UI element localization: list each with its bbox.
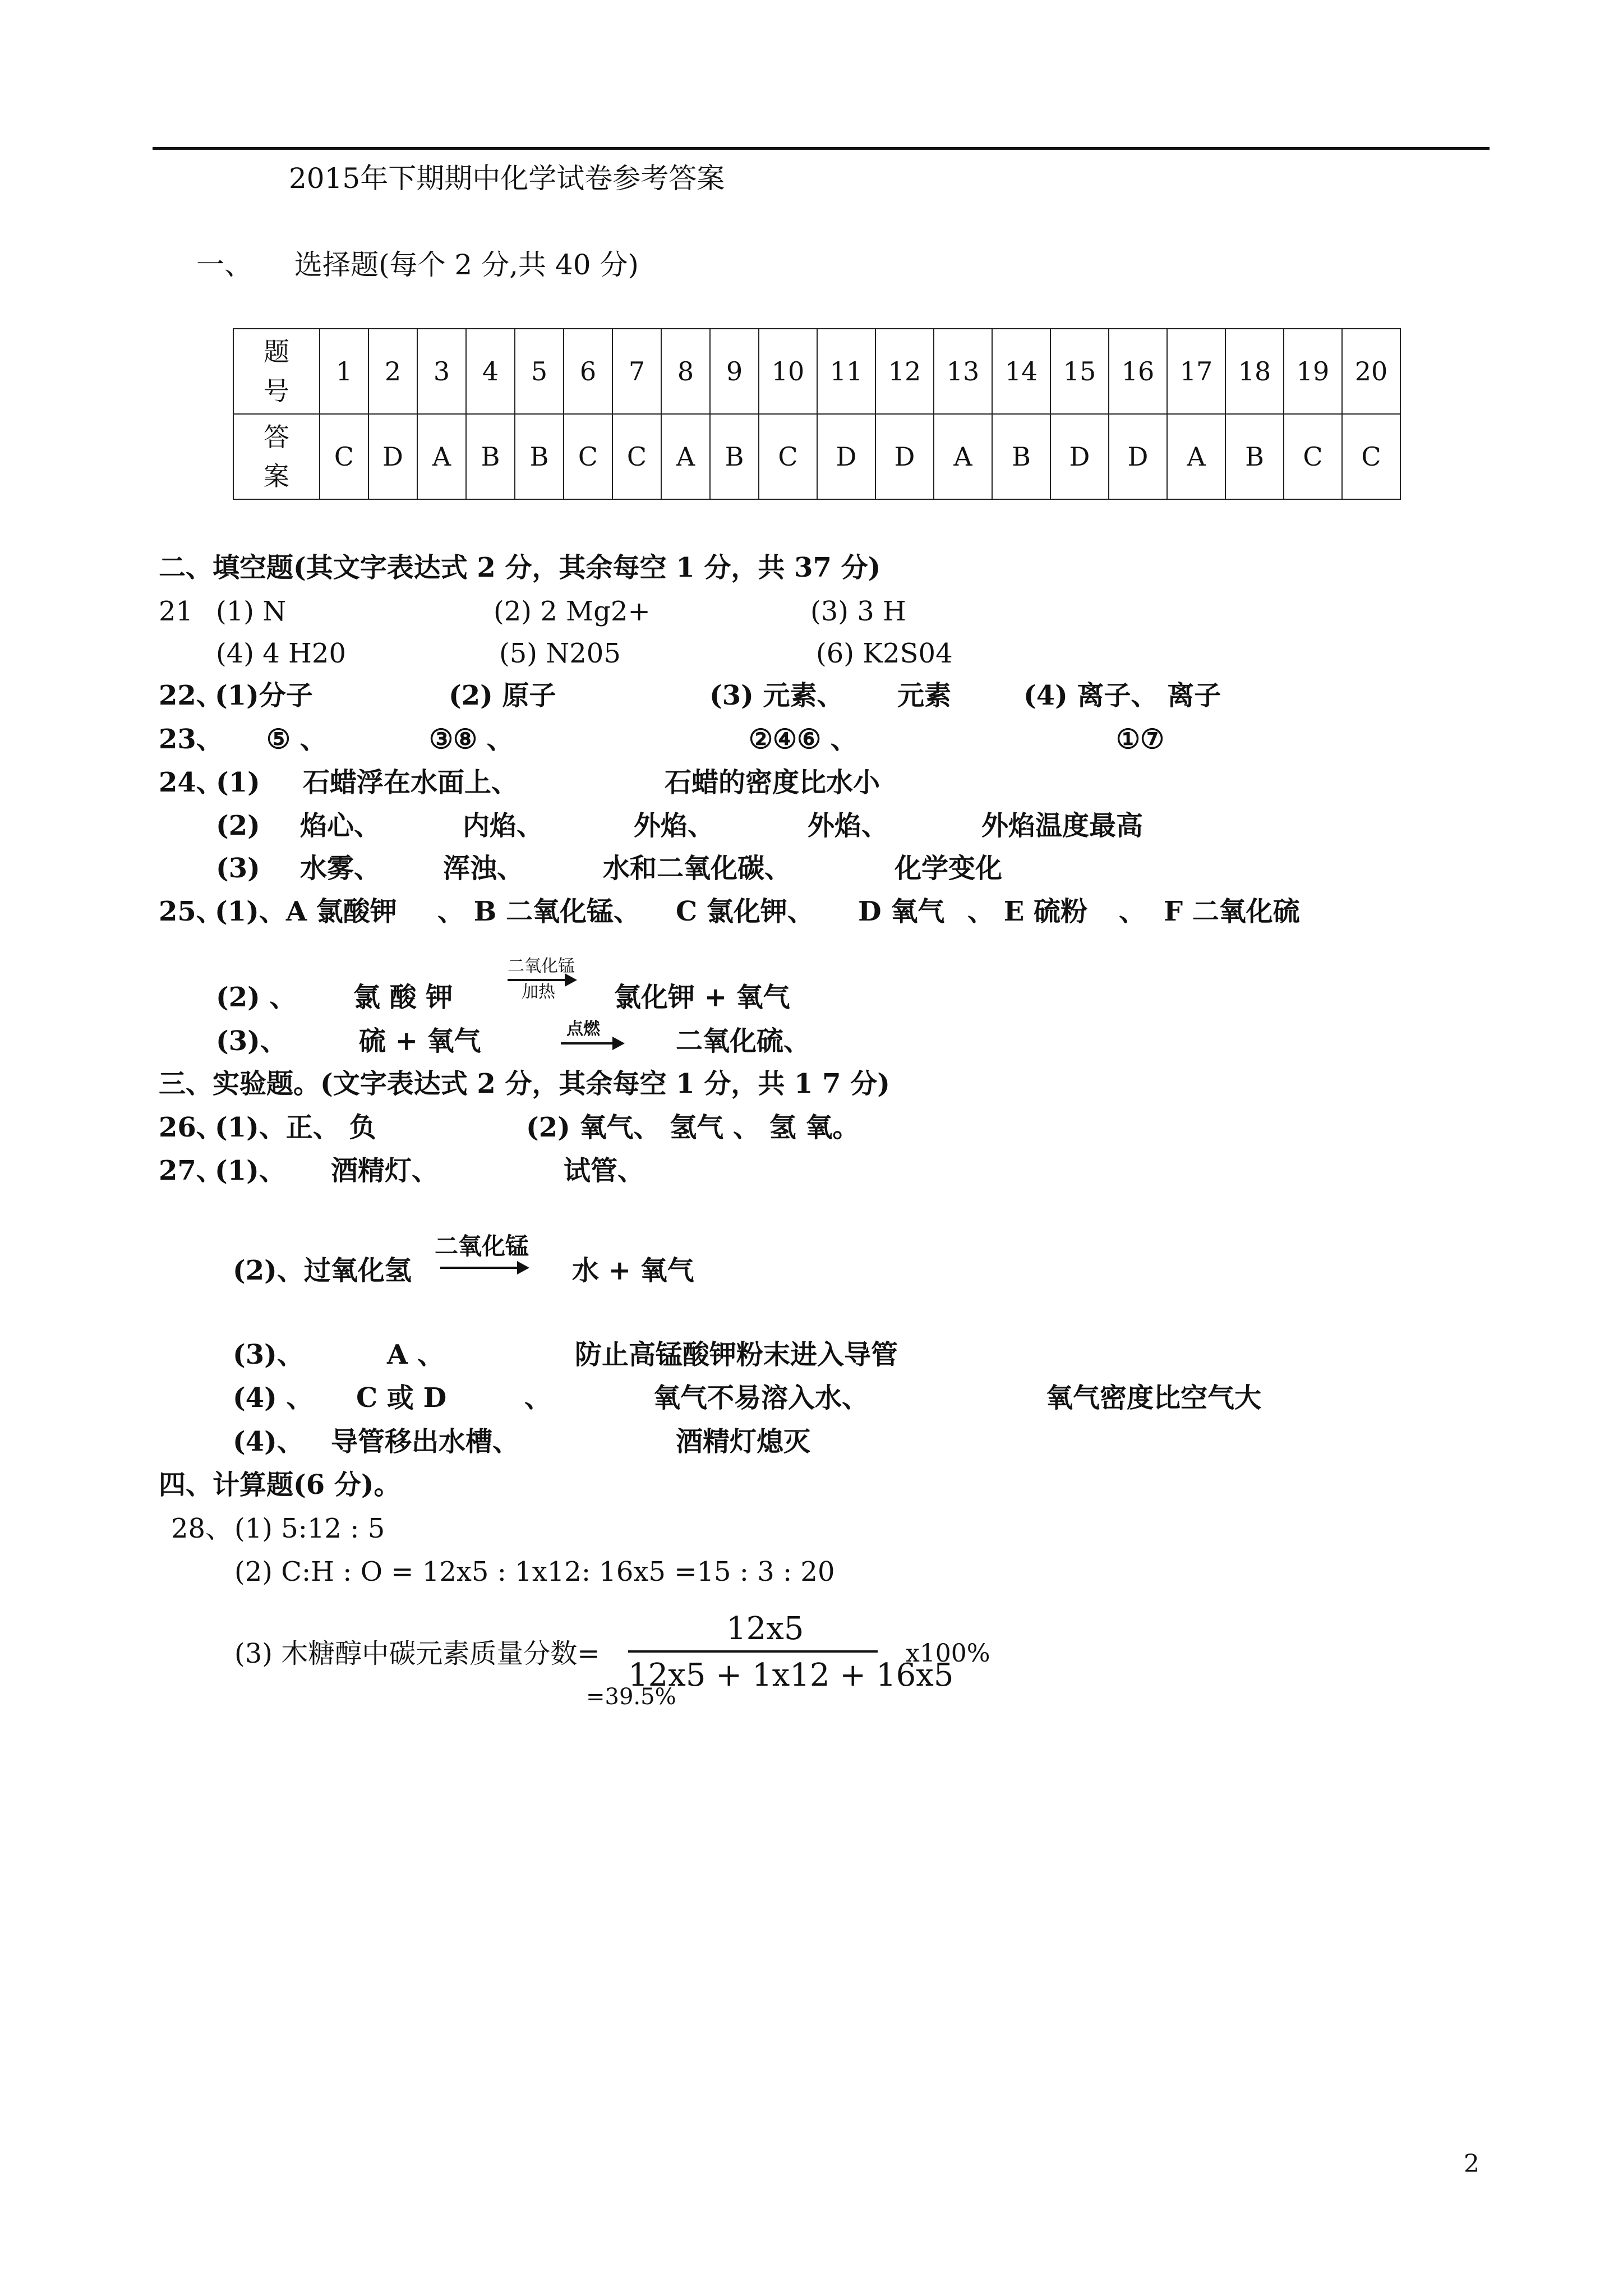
table-cell: 10 bbox=[759, 329, 817, 414]
table-cell: 7 bbox=[612, 329, 661, 414]
q27-answer-4d: 氧气密度比空气大 bbox=[1046, 1382, 1262, 1414]
q24-answer-2a: 焰心、 bbox=[300, 810, 381, 841]
q28-multiplier: x100% bbox=[906, 1639, 990, 1668]
q25-label-2: (2) 、 bbox=[216, 982, 297, 1013]
table-row-answers bbox=[233, 414, 1400, 499]
q25-answer-d: D 氧气 bbox=[858, 896, 945, 927]
q27-answer-4c: 氧气不易溶入水、 bbox=[653, 1382, 869, 1414]
q27-label-3: (3)、 bbox=[233, 1339, 304, 1370]
q24-answer-3d: 化学变化 bbox=[895, 853, 1003, 884]
table-cell: B bbox=[515, 414, 564, 499]
q24-answer-2d: 外焰、 bbox=[808, 810, 889, 841]
fraction-denominator: 12x5 + 1x12 + 16x5 bbox=[628, 1657, 954, 1694]
q25-answer-a: (1)、A 氯酸钾 bbox=[215, 896, 397, 927]
q22-number: 22、 bbox=[159, 680, 223, 711]
table-cell: 14 bbox=[992, 329, 1050, 414]
table-cell: A bbox=[417, 414, 466, 499]
q25-eq2-reactant: 氯 酸 钾 bbox=[353, 982, 453, 1013]
section3-heading: 三、实验题。(文字表达式 2 分，其余每空 1 分，共 1 7 分) bbox=[159, 1068, 890, 1099]
q24-answer-2b: 内焰、 bbox=[463, 810, 544, 841]
table-cell: A bbox=[934, 414, 992, 499]
table-cell: 19 bbox=[1284, 329, 1342, 414]
q24-answer-2c: 外焰、 bbox=[634, 810, 715, 841]
q27-answer-5a: 导管移出水槽、 bbox=[331, 1426, 520, 1457]
q21-answer-1: (1) N bbox=[216, 596, 287, 627]
q21-answer-2: (2) 2 Mg2+ bbox=[494, 596, 651, 627]
reaction-arrow bbox=[440, 1267, 527, 1269]
q27-answer-3b: 防止高锰酸钾粉末进入导管 bbox=[575, 1339, 898, 1370]
table-cell: C bbox=[1284, 414, 1342, 499]
q24-label-2: (2) bbox=[216, 810, 260, 841]
q26-answer-1: (1)、正、 负 bbox=[215, 1112, 376, 1143]
q28-label-3: (3) 木糖醇中碳元素质量分数= bbox=[234, 1638, 600, 1669]
q21-number: 21 bbox=[159, 596, 193, 627]
table-cell: D bbox=[817, 414, 875, 499]
q25-answer-c: C 氯化钾、 bbox=[676, 896, 814, 927]
q27-label-4: (4) 、 bbox=[233, 1382, 313, 1414]
q24-answer-1b: 石蜡的密度比水小 bbox=[665, 767, 880, 798]
page-number: 2 bbox=[1464, 2150, 1479, 2178]
q25-eq2-condition-top: 二氧化锰 bbox=[508, 956, 575, 976]
q21-answer-4: (4) 4 H20 bbox=[216, 638, 346, 669]
table-cell: C bbox=[564, 414, 612, 499]
q28-number: 28、 bbox=[171, 1513, 233, 1544]
q24-number: 24、 bbox=[159, 767, 223, 798]
q23-number: 23、 bbox=[159, 724, 223, 755]
reaction-arrow bbox=[508, 979, 575, 981]
table-cell: C bbox=[1342, 414, 1400, 499]
q27-eq-condition: 二氧化锰 bbox=[435, 1232, 529, 1260]
q24-label-3: (3) bbox=[216, 853, 260, 884]
section1-heading: 选择题(每个 2 分,共 40 分) bbox=[294, 249, 639, 281]
q25-answer-e: 、 E 硫粉 bbox=[967, 896, 1088, 927]
q25-answer-f: F 二氧化硫 bbox=[1164, 896, 1300, 927]
table-cell: D bbox=[1109, 414, 1167, 499]
table-cell: 4 bbox=[466, 329, 515, 414]
q23-answer-3: ②④⑥ 、 bbox=[749, 724, 857, 755]
table-cell: 12 bbox=[875, 329, 934, 414]
q22-answer-2: (2) 原子 bbox=[449, 680, 556, 711]
q25-separator: 、 bbox=[1119, 896, 1146, 927]
q27-answer-3a: A 、 bbox=[387, 1339, 444, 1370]
table-cell: 5 bbox=[515, 329, 564, 414]
q21-answer-5: (5) N205 bbox=[499, 638, 621, 669]
q24-answer-2e: 外焰温度最高 bbox=[981, 810, 1144, 841]
q27-answer-1a: 酒精灯、 bbox=[331, 1155, 439, 1186]
q27-label-2: (2)、过氧化氢 bbox=[233, 1255, 412, 1286]
q27-eq-product: 水 + 氧气 bbox=[572, 1255, 694, 1286]
table-cell: B bbox=[710, 414, 759, 499]
table-cell: 11 bbox=[817, 329, 875, 414]
section4-heading: 四、计算题(6 分)。 bbox=[159, 1469, 401, 1501]
q27-answer-4b: 、 bbox=[524, 1382, 552, 1414]
q28-result: =39.5% bbox=[586, 1684, 676, 1710]
table-cell: A bbox=[1167, 414, 1225, 499]
table-cell: B bbox=[1225, 414, 1284, 499]
row-label-answer: 答 案 bbox=[233, 414, 320, 499]
top-rule bbox=[153, 147, 1490, 150]
fraction-bar bbox=[628, 1650, 878, 1653]
table-cell: B bbox=[466, 414, 515, 499]
q22-answer-3: (3) 元素、 bbox=[709, 680, 844, 711]
q27-answer-5b: 酒精灯熄灭 bbox=[676, 1426, 811, 1457]
q24-label-1: (1) bbox=[216, 767, 260, 798]
q25-eq2-condition-bottom: 加热 bbox=[522, 982, 555, 1002]
table-cell: 1 bbox=[320, 329, 368, 414]
section2-heading: 二、填空题(其文字表达式 2 分，其余每空 1 分，共 37 分) bbox=[159, 552, 881, 583]
q21-answer-6: (6) K2S04 bbox=[816, 638, 953, 669]
q27-answer-4a: C 或 D bbox=[356, 1382, 447, 1414]
q25-eq3-condition: 点燃 bbox=[566, 1019, 600, 1039]
q26-answer-2: (2) 氧气、 氢气 、 氢 氧。 bbox=[526, 1112, 860, 1143]
q24-answer-3b: 浑浊、 bbox=[443, 853, 524, 884]
fraction-numerator: 12x5 bbox=[726, 1611, 804, 1647]
q27-number: 27、 bbox=[159, 1155, 223, 1186]
q21-answer-3: (3) 3 H bbox=[810, 596, 906, 627]
table-cell: 18 bbox=[1225, 329, 1284, 414]
section1-number: 一、 bbox=[196, 249, 252, 281]
table-cell: D bbox=[1050, 414, 1109, 499]
q22-answer-1: (1)分子 bbox=[215, 680, 313, 711]
table-cell: 20 bbox=[1342, 329, 1400, 414]
table-cell: D bbox=[875, 414, 934, 499]
table-cell: 2 bbox=[368, 329, 417, 414]
table-cell: 15 bbox=[1050, 329, 1109, 414]
table-cell: B bbox=[992, 414, 1050, 499]
q25-eq3-reactant: 硫 + 氧气 bbox=[359, 1025, 481, 1057]
q25-number: 25、 bbox=[159, 896, 223, 927]
table-cell: 13 bbox=[934, 329, 992, 414]
q25-label-3: (3)、 bbox=[216, 1025, 287, 1057]
q24-answer-3c: 水和二氧化碳、 bbox=[603, 853, 792, 884]
page-title: 2015年下期期中化学试卷参考答案 bbox=[289, 162, 725, 195]
table-cell: 3 bbox=[417, 329, 466, 414]
table-cell: 9 bbox=[710, 329, 759, 414]
table-cell: 8 bbox=[661, 329, 710, 414]
q22-answer-4: (4) 离子、 离子 bbox=[1023, 680, 1221, 711]
table-cell: C bbox=[759, 414, 817, 499]
table-cell: D bbox=[368, 414, 417, 499]
q25-eq3-product: 二氧化硫、 bbox=[676, 1025, 811, 1057]
q27-label-1: (1)、 bbox=[215, 1155, 286, 1186]
q27-label-5: (4)、 bbox=[233, 1426, 304, 1457]
q25-answer-b: 、 B 二氧化锰、 bbox=[437, 896, 640, 927]
table-cell: A bbox=[661, 414, 710, 499]
table-cell: C bbox=[320, 414, 368, 499]
q23-answer-1: ⑤ 、 bbox=[266, 724, 327, 755]
q28-answer-1: (1) 5:12 : 5 bbox=[234, 1513, 385, 1544]
q28-answer-2: (2) C:H : O = 12x5 : 1x12: 16x5 =15 : 3 : 20 bbox=[234, 1556, 835, 1588]
q24-answer-1a: 石蜡浮在水面上、 bbox=[303, 767, 519, 798]
table-cell: 17 bbox=[1167, 329, 1225, 414]
q24-answer-3a: 水雾、 bbox=[300, 853, 381, 884]
q23-answer-4: ①⑦ bbox=[1116, 724, 1165, 755]
row-label-number: 题 号 bbox=[233, 329, 320, 414]
table-row-numbers bbox=[233, 329, 1400, 414]
reaction-arrow bbox=[561, 1042, 623, 1045]
q27-answer-1b: 试管、 bbox=[564, 1155, 645, 1186]
q23-answer-2: ③⑧ 、 bbox=[429, 724, 514, 755]
answer-table bbox=[233, 328, 1401, 500]
q26-number: 26、 bbox=[159, 1112, 223, 1143]
table-cell: 6 bbox=[564, 329, 612, 414]
table-cell: 16 bbox=[1109, 329, 1167, 414]
q25-eq2-product: 氯化钾 + 氧气 bbox=[614, 982, 790, 1013]
table-cell: C bbox=[612, 414, 661, 499]
q22-answer-3b: 元素 bbox=[897, 680, 952, 711]
